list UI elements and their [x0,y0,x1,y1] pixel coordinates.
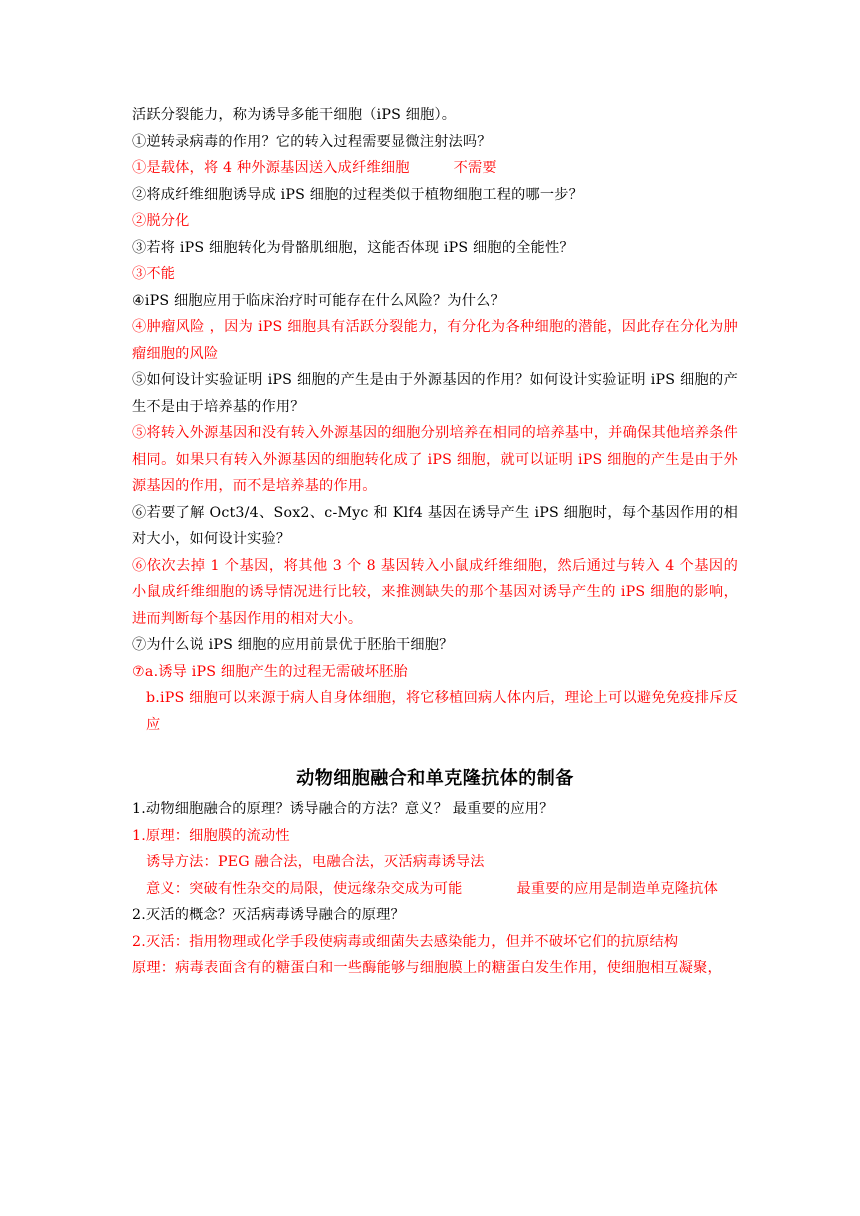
question-4: ④iPS 细胞应用于临床治疗时可能存在什么风险？为什么？ [132,292,505,309]
section-answer-2-principle: 原理：病毒表面含有的糖蛋白和一些酶能够与细胞膜上的糖蛋白发生作用，使细胞相互凝聚， [132,960,722,976]
section-question-1: 1.动物细胞融合的原理？诱导融合的方法？意义？ 最重要的应用？ [132,801,554,817]
answer-5: ⑤将转入外源基因和没有转入外源基因的细胞分别培养在相同的培养基中，并确保其他培养条件相同。如果只有转入外源基因的细胞转化成了 iPS 细胞，就可以证明 iPS 细胞的产生是由于外源基因的作用，而不是培养基的作用。 [132,425,738,494]
section-question-2: 2.灭活的概念？灭活病毒诱导融合的原理？ [132,907,405,923]
question-6: ⑥若要了解 Oct3/4、Sox2、c-Myc 和 Klf4 基因在诱导产生 iPS 细胞时，每个基因作用的相对大小，如何设计实验？ [132,504,738,547]
section-answer-1-methods: 诱导方法：PEG 融合法，电融合法，灭活病毒诱导法 [146,854,485,870]
answer-1-part-a: ①是载体，将 4 种外源基因送入成纤维细胞 [132,160,410,176]
section-answer-1-application: 最重要的应用是制造单克隆抗体 [516,880,718,897]
section-title: 动物细胞融合和单克隆抗体的制备 [296,768,574,789]
answer-2: ②脱分化 [132,213,190,229]
section-answer-1-meaning [132,876,738,903]
answer-1-part-b: 不需要 [453,160,497,176]
answer-1 [132,155,738,182]
answer-6: ⑥依次去掉 1 个基因，将其他 3 个 8 基因转入小鼠成纤维细胞，然后通过与转入 4 个基因的小鼠成纤维细胞的诱导情况进行比较，来推测缺失的那个基因对诱导产生的 iPS 细胞的影响，进而判断每个基因作用的相对大小。 [132,557,738,627]
section-answer-1-meaning-text: 意义：突破有性杂交的局限，使远缘杂交成为可能 [146,880,463,897]
section-answer-2-concept: 2.灭活：指用物理或化学手段使病毒或细菌失去感染能力，但并不破坏它们的抗原结构 [132,933,679,950]
question-7: ⑦为什么说 iPS 细胞的应用前景优于胚胎干细胞？ [132,637,454,653]
section-answer-1-principle: 1.原理：细胞膜的流动性 [132,827,290,844]
answer-4: ④肿瘤风险 ，因为 iPS 细胞具有活跃分裂能力，有分化为各种细胞的潜能，因此存在分化为肿瘤细胞的风险 [132,319,738,362]
answer-7a: ⑦a.诱导 iPS 细胞产生的过程无需破坏胚胎 [132,663,408,680]
answer-3: ③不能 [132,266,176,282]
answer-7b: b.iPS 细胞可以来源于病人自身体细胞，将它移植回病人体内后，理论上可以避免免疫排斥反应 [146,690,738,733]
paragraph-intro-tail: 活跃分裂能力，称为诱导多能干细胞（iPS 细胞）。 [132,107,457,123]
question-2: ②将成纤维细胞诱导成 iPS 细胞的过程类似于植物细胞工程的哪一步？ [132,186,584,203]
question-5: ⑤如何设计实验证明 iPS 细胞的产生是由于外源基因的作用？如何设计实验证明 iPS 细胞的产生不是由于培养基的作用？ [132,372,738,415]
question-3: ③若将 iPS 细胞转化为骨骼肌细胞，这能否体现 iPS 细胞的全能性？ [132,239,574,256]
document-page [132,102,738,982]
question-1: ①逆转录病毒的作用？它的转入过程需要显微注射法吗？ [132,133,492,150]
